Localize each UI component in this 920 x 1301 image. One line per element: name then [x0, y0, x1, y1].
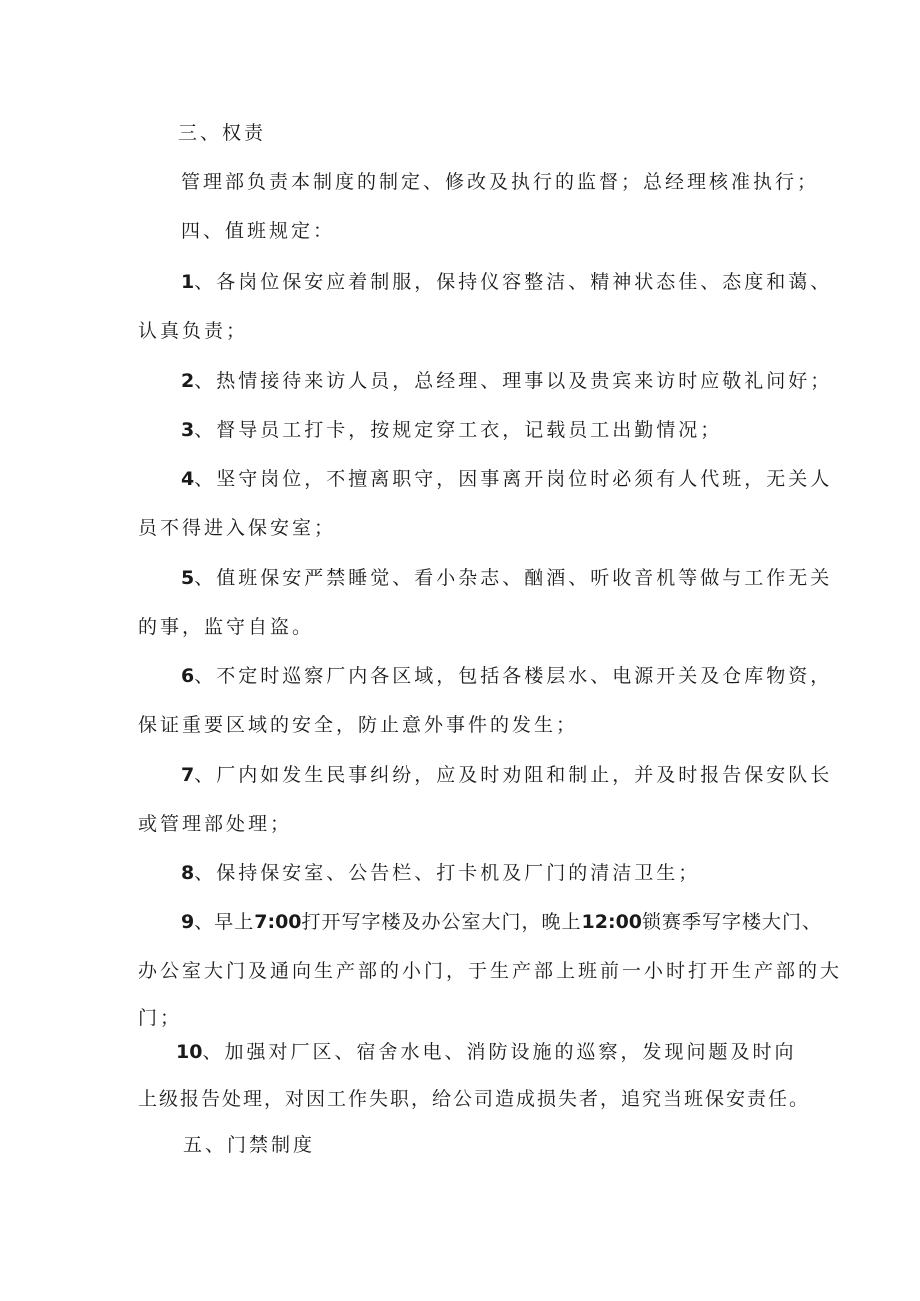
rule-6-line-1	[181, 664, 832, 688]
rule-2-line-1	[181, 369, 832, 393]
rule-1-line-2: 认真负责；	[138, 320, 249, 342]
section-3-heading: 三、权责	[178, 122, 267, 144]
section-3-body: 管理部负责本制度的制定、修改及执行的监督；总经理核准执行；	[181, 171, 820, 193]
rule-9-line-2: 办公室大门及通向生产部的小门，于生产部上班前一小时打开生产部的大	[138, 960, 843, 982]
rule-10-number: 10	[176, 1041, 203, 1063]
rule-7-line-2: 或管理部处理；	[138, 813, 293, 835]
rule-5-text: 、值班保安严禁睡觉、看小杂志、酗酒、听收音机等做与工作无关	[194, 567, 833, 589]
rule-3-number: 3	[181, 419, 195, 441]
rule-6-text: 、不定时巡察厂内各区域，包括各楼层水、电源开关及仓库物资，	[194, 665, 833, 687]
rule-10-line-2: 上级报告处理，对因工作失职，给公司造成损失者，追究当班保安责任。	[138, 1088, 811, 1110]
rule-8-number: 8	[181, 862, 195, 884]
rule-9-text-b: 打开写字楼及办公室大门，晚上	[301, 911, 582, 933]
rule-9-time-close: 12:00	[581, 911, 643, 933]
rule-3-line-1	[181, 418, 722, 442]
rule-4-text: 、坚守岗位，不擅离职守，因事离开岗位时必须有人代班，无关人	[194, 468, 833, 490]
rule-5-line-2: 的事，监守自盗。	[138, 616, 315, 638]
rule-7-line-1	[181, 763, 832, 787]
rule-10-line-1	[176, 1040, 796, 1064]
rule-8-text: 、保持保安室、公告栏、打卡机及厂门的清洁卫生；	[194, 862, 701, 884]
rule-2-number: 2	[181, 370, 195, 392]
rule-1-number: 1	[181, 271, 195, 293]
rule-9-time-open: 7:00	[254, 911, 302, 933]
section-5-heading: 五、门禁制度	[183, 1134, 316, 1156]
section-4-heading: 四、值班规定：	[181, 220, 336, 242]
rule-4-line-1	[181, 467, 832, 491]
rule-7-number: 7	[181, 764, 195, 786]
rule-10-text: 、加强对厂区、宿舍水电、消防设施的巡察，发现问题及时向	[202, 1041, 797, 1063]
rule-3-text: 、督导员工打卡，按规定穿工衣，记载员工出勤情况；	[194, 419, 723, 441]
rule-4-line-2: 员不得进入保安室；	[138, 517, 337, 539]
rule-6-line-2: 保证重要区域的安全，防止意外事件的发生；	[138, 714, 579, 736]
rule-2-text: 、热情接待来访人员，总经理、理事以及贵宾来访时应敬礼问好；	[194, 370, 833, 392]
rule-4-number: 4	[181, 468, 195, 490]
rule-5-line-1	[181, 566, 832, 590]
rule-8-line-1	[181, 861, 700, 885]
rule-9-line-3: 门；	[138, 1007, 183, 1029]
rule-9-text-c: 锁赛季写字楼大门、	[642, 911, 823, 933]
rule-6-number: 6	[181, 665, 195, 687]
rule-1-line-1	[181, 270, 832, 294]
rule-9-line-1	[181, 910, 822, 934]
rule-5-number: 5	[181, 567, 195, 589]
rule-9-number: 9	[181, 911, 195, 933]
rule-9-text-a: 、早上	[194, 911, 255, 933]
rule-7-text: 、厂内如发生民事纠纷，应及时劝阻和制止，并及时报告保安队长	[194, 764, 833, 786]
rule-1-text: 、各岗位保安应着制服，保持仪容整洁、精神状态佳、态度和蔼、	[194, 271, 833, 293]
